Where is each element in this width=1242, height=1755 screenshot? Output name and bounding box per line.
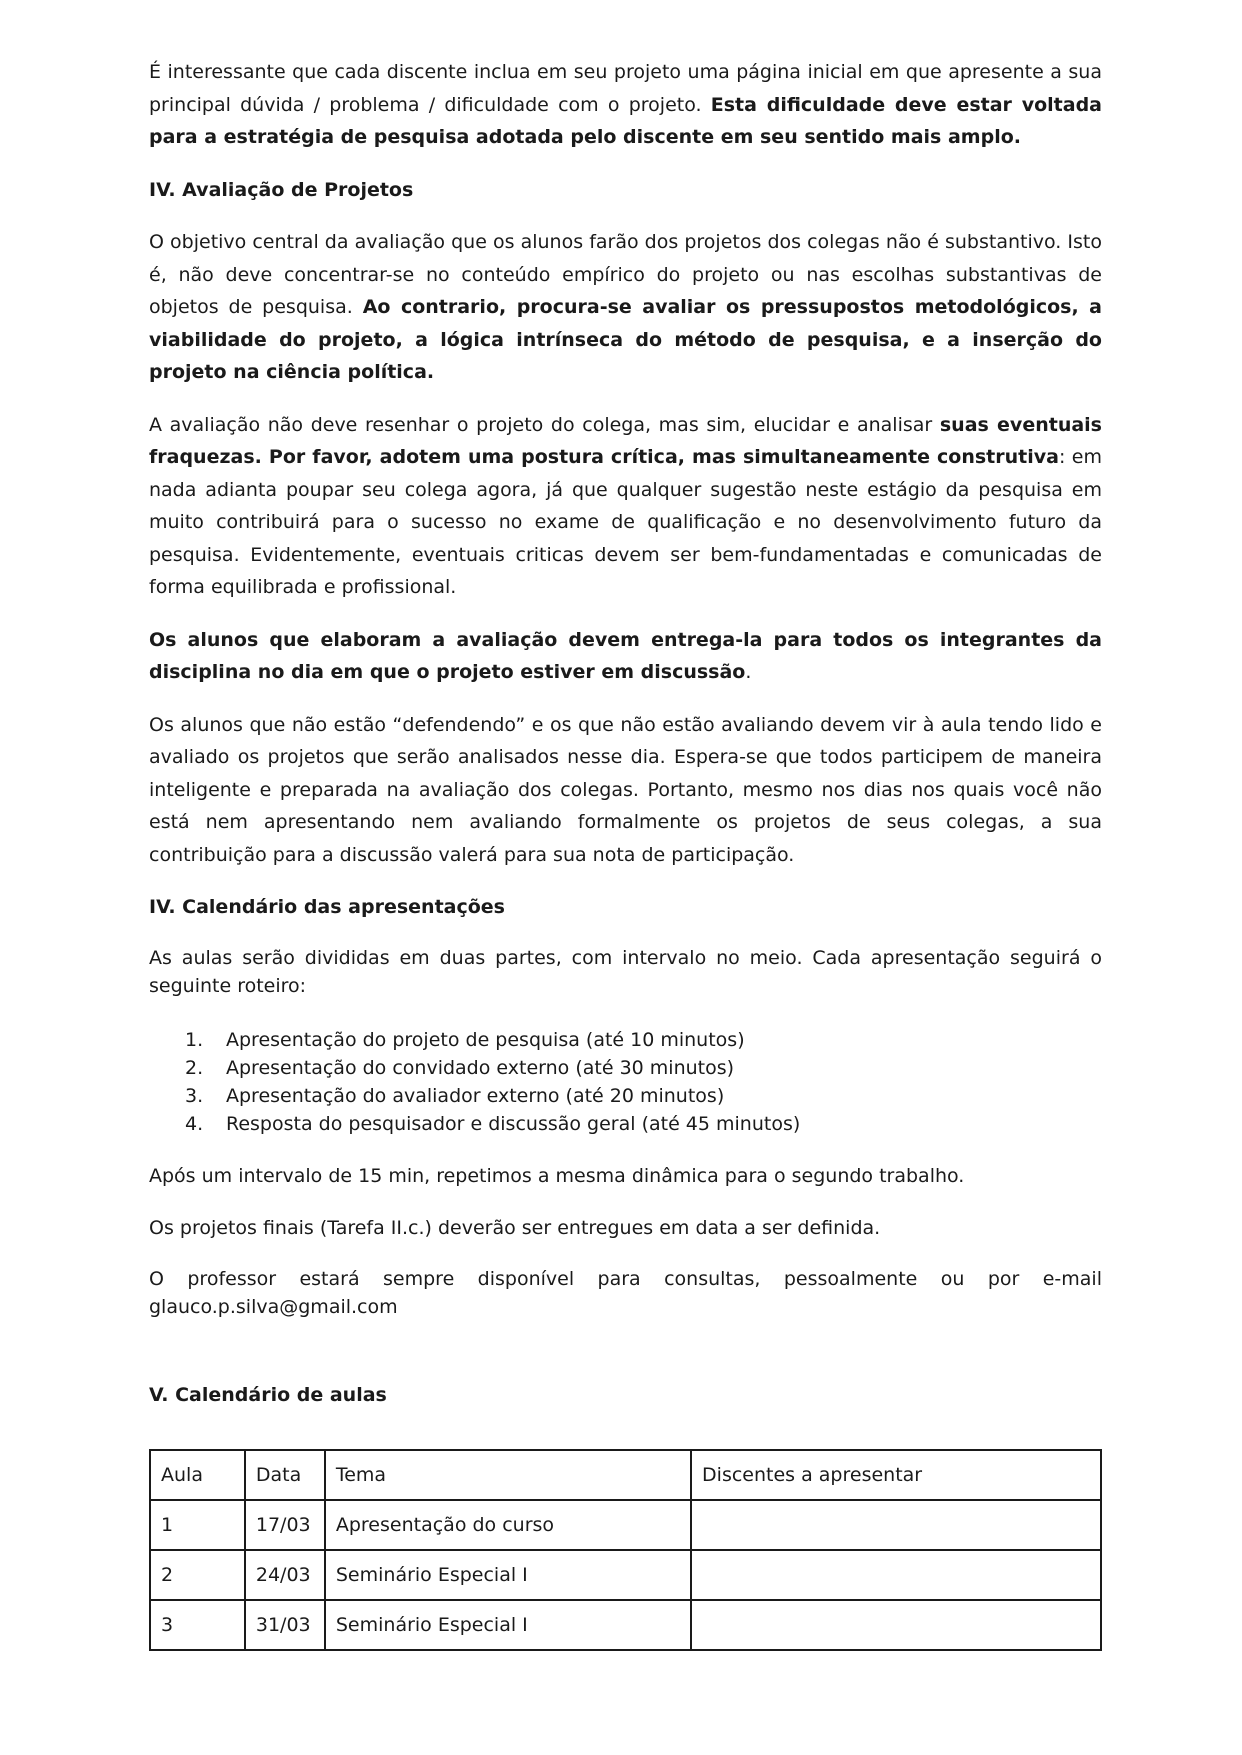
list-item-text: Apresentação do avaliador externo (até 20 minutos)	[226, 1084, 725, 1107]
column-header-aula: Aula	[150, 1450, 245, 1500]
table-cell: Seminário Especial I	[325, 1600, 691, 1650]
intro-text: É interessante que cada discente inclua em seu projeto uma página inicial em que apresente a sua principal dúvida / problema / dificuldade com o projeto.	[149, 61, 1102, 116]
table-cell: 31/03	[245, 1600, 325, 1650]
list-item-number: 3.	[185, 1084, 204, 1107]
heading-calendario-aulas: V. Calendário de aulas	[149, 1383, 387, 1406]
intervalo-paragraph: Após um intervalo de 15 min, repetimos a mesma dinâmica para o segundo trabalho.	[149, 1164, 965, 1187]
list-item	[149, 1082, 1102, 1110]
avaliacao-p1-bold: Ao contrario, procura-se avaliar os pressupostos metodológicos, a viabilidade do projeto, a lógica intrínseca do método de pesquisa, e a inserção do projeto na ciência política.	[149, 296, 1103, 383]
list-item-text: Apresentação do projeto de pesquisa (até 10 minutos)	[226, 1028, 745, 1051]
list-item-text: Apresentação do convidado externo (até 30 minutos)	[226, 1056, 735, 1079]
table-row	[150, 1600, 1101, 1650]
avaliacao-paragraph-3	[149, 624, 1102, 689]
intro-paragraph	[149, 56, 1102, 154]
avaliacao-p2-text-2: : em nada adianta poupar seu colega agora, já que qualquer sugestão neste estágio da pesquisa em muito contribuirá para o sucesso no exame de qualificação e no desenvolvimento futuro da pesquisa. Evidentemente, eventuais criticas devem ser bem-fundamentadas e comunicadas de forma equilibrada e profissional.	[149, 446, 1103, 598]
avaliacao-paragraph-4: Os alunos que não estão “defendendo” e os que não estão avaliando devem vir à aula tendo lido e avaliado os projetos que serão analisados nesse dia. Espera-se que todos participem de maneira inteligente e preparada na avaliação dos colegas. Portanto, mesmo nos dias nos quais você não está nem apresentando nem avaliando formalmente os projetos de seus colegas, a sua contribuição para a discussão valerá para sua nota de participação.	[149, 713, 1102, 866]
projetos-finais-paragraph: Os projetos finais (Tarefa II.c.) deverão ser entregues em data a ser definida.	[149, 1217, 881, 1239]
list-item-number: 4.	[185, 1112, 204, 1135]
apresentacoes-intro: As aulas serão divididas em duas partes, com intervalo no meio. Cada apresentação seguirá o seguinte roteiro:	[149, 946, 1102, 997]
apresentacao-steps-list	[149, 1026, 1102, 1138]
list-item-text: Resposta do pesquisador e discussão geral (até 45 minutos)	[226, 1112, 801, 1135]
avaliacao-p2-bold: suas eventuais fraquezas. Por favor, adotem uma postura crítica, mas simultaneamente construtiva	[149, 413, 1102, 468]
table-cell: Apresentação do curso	[325, 1500, 691, 1550]
avaliacao-paragraph-1	[149, 226, 1102, 389]
calendario-aulas-table	[149, 1449, 1102, 1651]
table-cell	[691, 1600, 1101, 1650]
table-row	[150, 1500, 1101, 1550]
table-cell: 3	[150, 1600, 245, 1650]
table-cell	[691, 1500, 1101, 1550]
avaliacao-p1-text: O objetivo central da avaliação que os alunos farão dos projetos dos colegas não é substantivo. Isto é, não deve concentrar-se no conteúdo empírico do projeto ou nas escolhas substantivas de objetos de pesquisa.	[149, 231, 1102, 318]
list-item-number: 1.	[185, 1028, 204, 1051]
list-item-number: 2.	[185, 1056, 204, 1079]
avaliacao-p3-bold: Os alunos que elaboram a avaliação devem entrega-la para todos os integrantes da disciplina no dia em que o projeto estiver em discussão	[149, 628, 1102, 683]
column-header-tema: Tema	[325, 1450, 691, 1500]
table-cell: 17/03	[245, 1500, 325, 1550]
list-item	[149, 1026, 1102, 1054]
table-cell: Seminário Especial I	[325, 1550, 691, 1600]
table-cell: 24/03	[245, 1550, 325, 1600]
heading-avaliacao-projetos: IV. Avaliação de Projetos	[149, 178, 414, 201]
document-page	[149, 56, 1102, 1651]
table-cell	[691, 1550, 1101, 1600]
table-cell: 1	[150, 1500, 245, 1550]
heading-calendario-apresentacoes: IV. Calendário das apresentações	[149, 896, 505, 918]
table-cell: 2	[150, 1550, 245, 1600]
contato-paragraph: O professor estará sempre disponível para consultas, pessoalmente ou por e-mail glauco.p.silva@gmail.com	[149, 1267, 1102, 1318]
table-row	[150, 1550, 1101, 1600]
list-item	[149, 1110, 1102, 1138]
intro-bold: Esta dificuldade deve estar voltada para a estratégia de pesquisa adotada pelo discente em seu sentido mais amplo.	[149, 93, 1102, 148]
column-header-discentes: Discentes a apresentar	[691, 1450, 1101, 1500]
avaliacao-p3-end: .	[745, 661, 752, 683]
table-header-row	[150, 1450, 1101, 1500]
column-header-data: Data	[245, 1450, 325, 1500]
avaliacao-p2-text-1: A avaliação não deve resenhar o projeto do colega, mas sim, elucidar e analisar	[149, 413, 940, 436]
list-item	[149, 1054, 1102, 1082]
avaliacao-paragraph-2	[149, 409, 1102, 604]
